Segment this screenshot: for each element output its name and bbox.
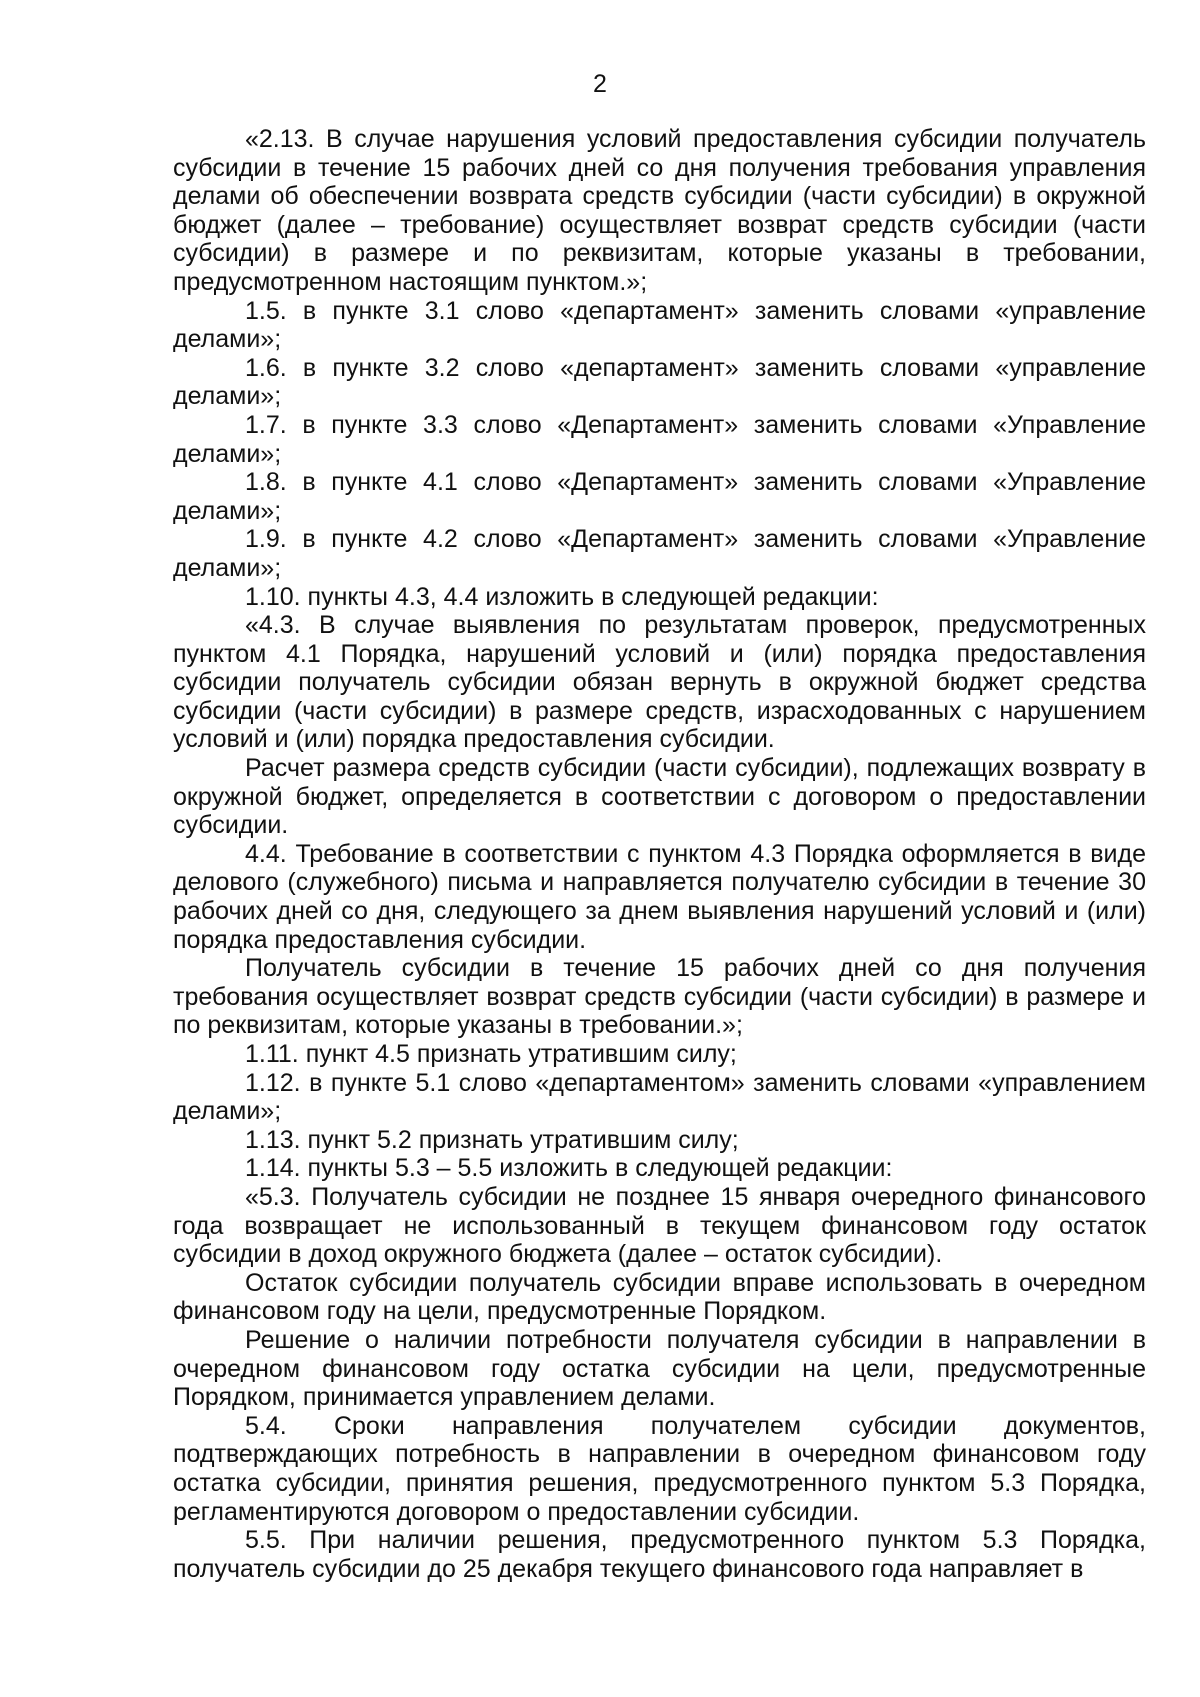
paragraph-4-4-return: Получатель субсидии в течение 15 рабочих дней со дня получения требования осуществляет возврат средств субсидии (части субсидии) в размере и по реквизитам, которые указаны в требовании.»; — [173, 954, 1146, 1040]
paragraph-5-3-decision: Решение о наличии потребности получателя субсидии в направлении в очередном финансовом году остатка субсидии на цели, предусмотренные Порядком, принимается управлением делами. — [173, 1325, 1146, 1412]
paragraph-4-3: «4.3. В случае выявления по результатам проверок, предусмотренных пунктом 4.1 Порядка, нарушений условий и (или) порядка предоставления субсидии получатель субсидии обязан вернуть в окружной бюджет средства субсидии (части субсидии) в размере средств, израсходованных с нарушением условий и (или) порядка предоставления субсидии. — [173, 611, 1146, 754]
paragraph-1-7: 1.7. в пункте 3.3 слово «Департамент» заменить словами «Управление делами»; — [173, 410, 1146, 468]
paragraph-1-6: 1.6. в пункте 3.2 слово «департамент» заменить словами «управление делами»; — [173, 353, 1146, 411]
paragraph-1-5: 1.5. в пункте 3.1 слово «департамент» заменить словами «управление делами»; — [173, 296, 1146, 354]
paragraph-1-9: 1.9. в пункте 4.2 слово «Департамент» заменить словами «Управление делами»; — [173, 525, 1146, 582]
paragraph-1-10: 1.10. пункты 4.3, 4.4 изложить в следующей редакции: — [245, 582, 879, 611]
paragraph-5-3-remainder: Остаток субсидии получатель субсидии вправе использовать в очередном финансовом году на цели, предусмотренные Порядком. — [173, 1268, 1146, 1326]
paragraph-1-14: 1.14. пункты 5.3 – 5.5 изложить в следующей редакции: — [245, 1154, 893, 1183]
paragraph-5-3: «5.3. Получатель субсидии не позднее 15 января очередного финансового года возвращает не использованный в текущем финансовом году остаток субсидии в доход окружного бюджета (далее – остаток субсидии). — [173, 1182, 1146, 1269]
paragraph-5-5: 5.5. При наличии решения, предусмотренного пунктом 5.3 Порядка, получатель субсидии до 25 декабря текущего финансового года направляет в — [173, 1526, 1146, 1583]
paragraph-2-13: «2.13. В случае нарушения условий предоставления субсидии получатель субсидии в течение 15 рабочих дней со дня получения требования управления делами об обеспечении возврата средств субсидии (части субсидии) в окружной бюджет (далее – требование) осуществляет возврат средств субсидии (части субсидии) в размере и по реквизитам, которые указаны в требовании, предусмотренном настоящим пунктом.»; — [173, 125, 1146, 296]
page-number: 2 — [593, 70, 607, 98]
document-body — [173, 125, 1146, 1583]
paragraph-1-12: 1.12. в пункте 5.1 слово «департаментом» заменить словами «управлением делами»; — [173, 1068, 1146, 1126]
paragraph-5-4: 5.4. Сроки направления получателем субсидии документов, подтверждающих потребность в направлении в очередном финансовом году остатка субсидии, принятия решения, предусмотренного пунктом 5.3 Порядка, регламентируются договором о предоставлении субсидии. — [173, 1411, 1146, 1526]
paragraph-4-3-calculation: Расчет размера средств субсидии (части субсидии), подлежащих возврату в окружной бюджет, определяется в соответствии с договором о предоставлении субсидии. — [173, 754, 1146, 840]
paragraph-1-11: 1.11. пункт 4.5 признать утратившим силу; — [245, 1040, 737, 1068]
paragraph-1-13: 1.13. пункт 5.2 признать утратившим силу; — [245, 1125, 739, 1154]
paragraph-4-4: 4.4. Требование в соответствии с пунктом 4.3 Порядка оформляется в виде делового (служебного) письма и направляется получателю субсидии в течение 30 рабочих дней со дня, следующего за днем выявления нарушений условий и (или) порядка предоставления субсидии. — [173, 839, 1146, 954]
paragraph-1-8: 1.8. в пункте 4.1 слово «Департамент» заменить словами «Управление делами»; — [173, 468, 1146, 525]
